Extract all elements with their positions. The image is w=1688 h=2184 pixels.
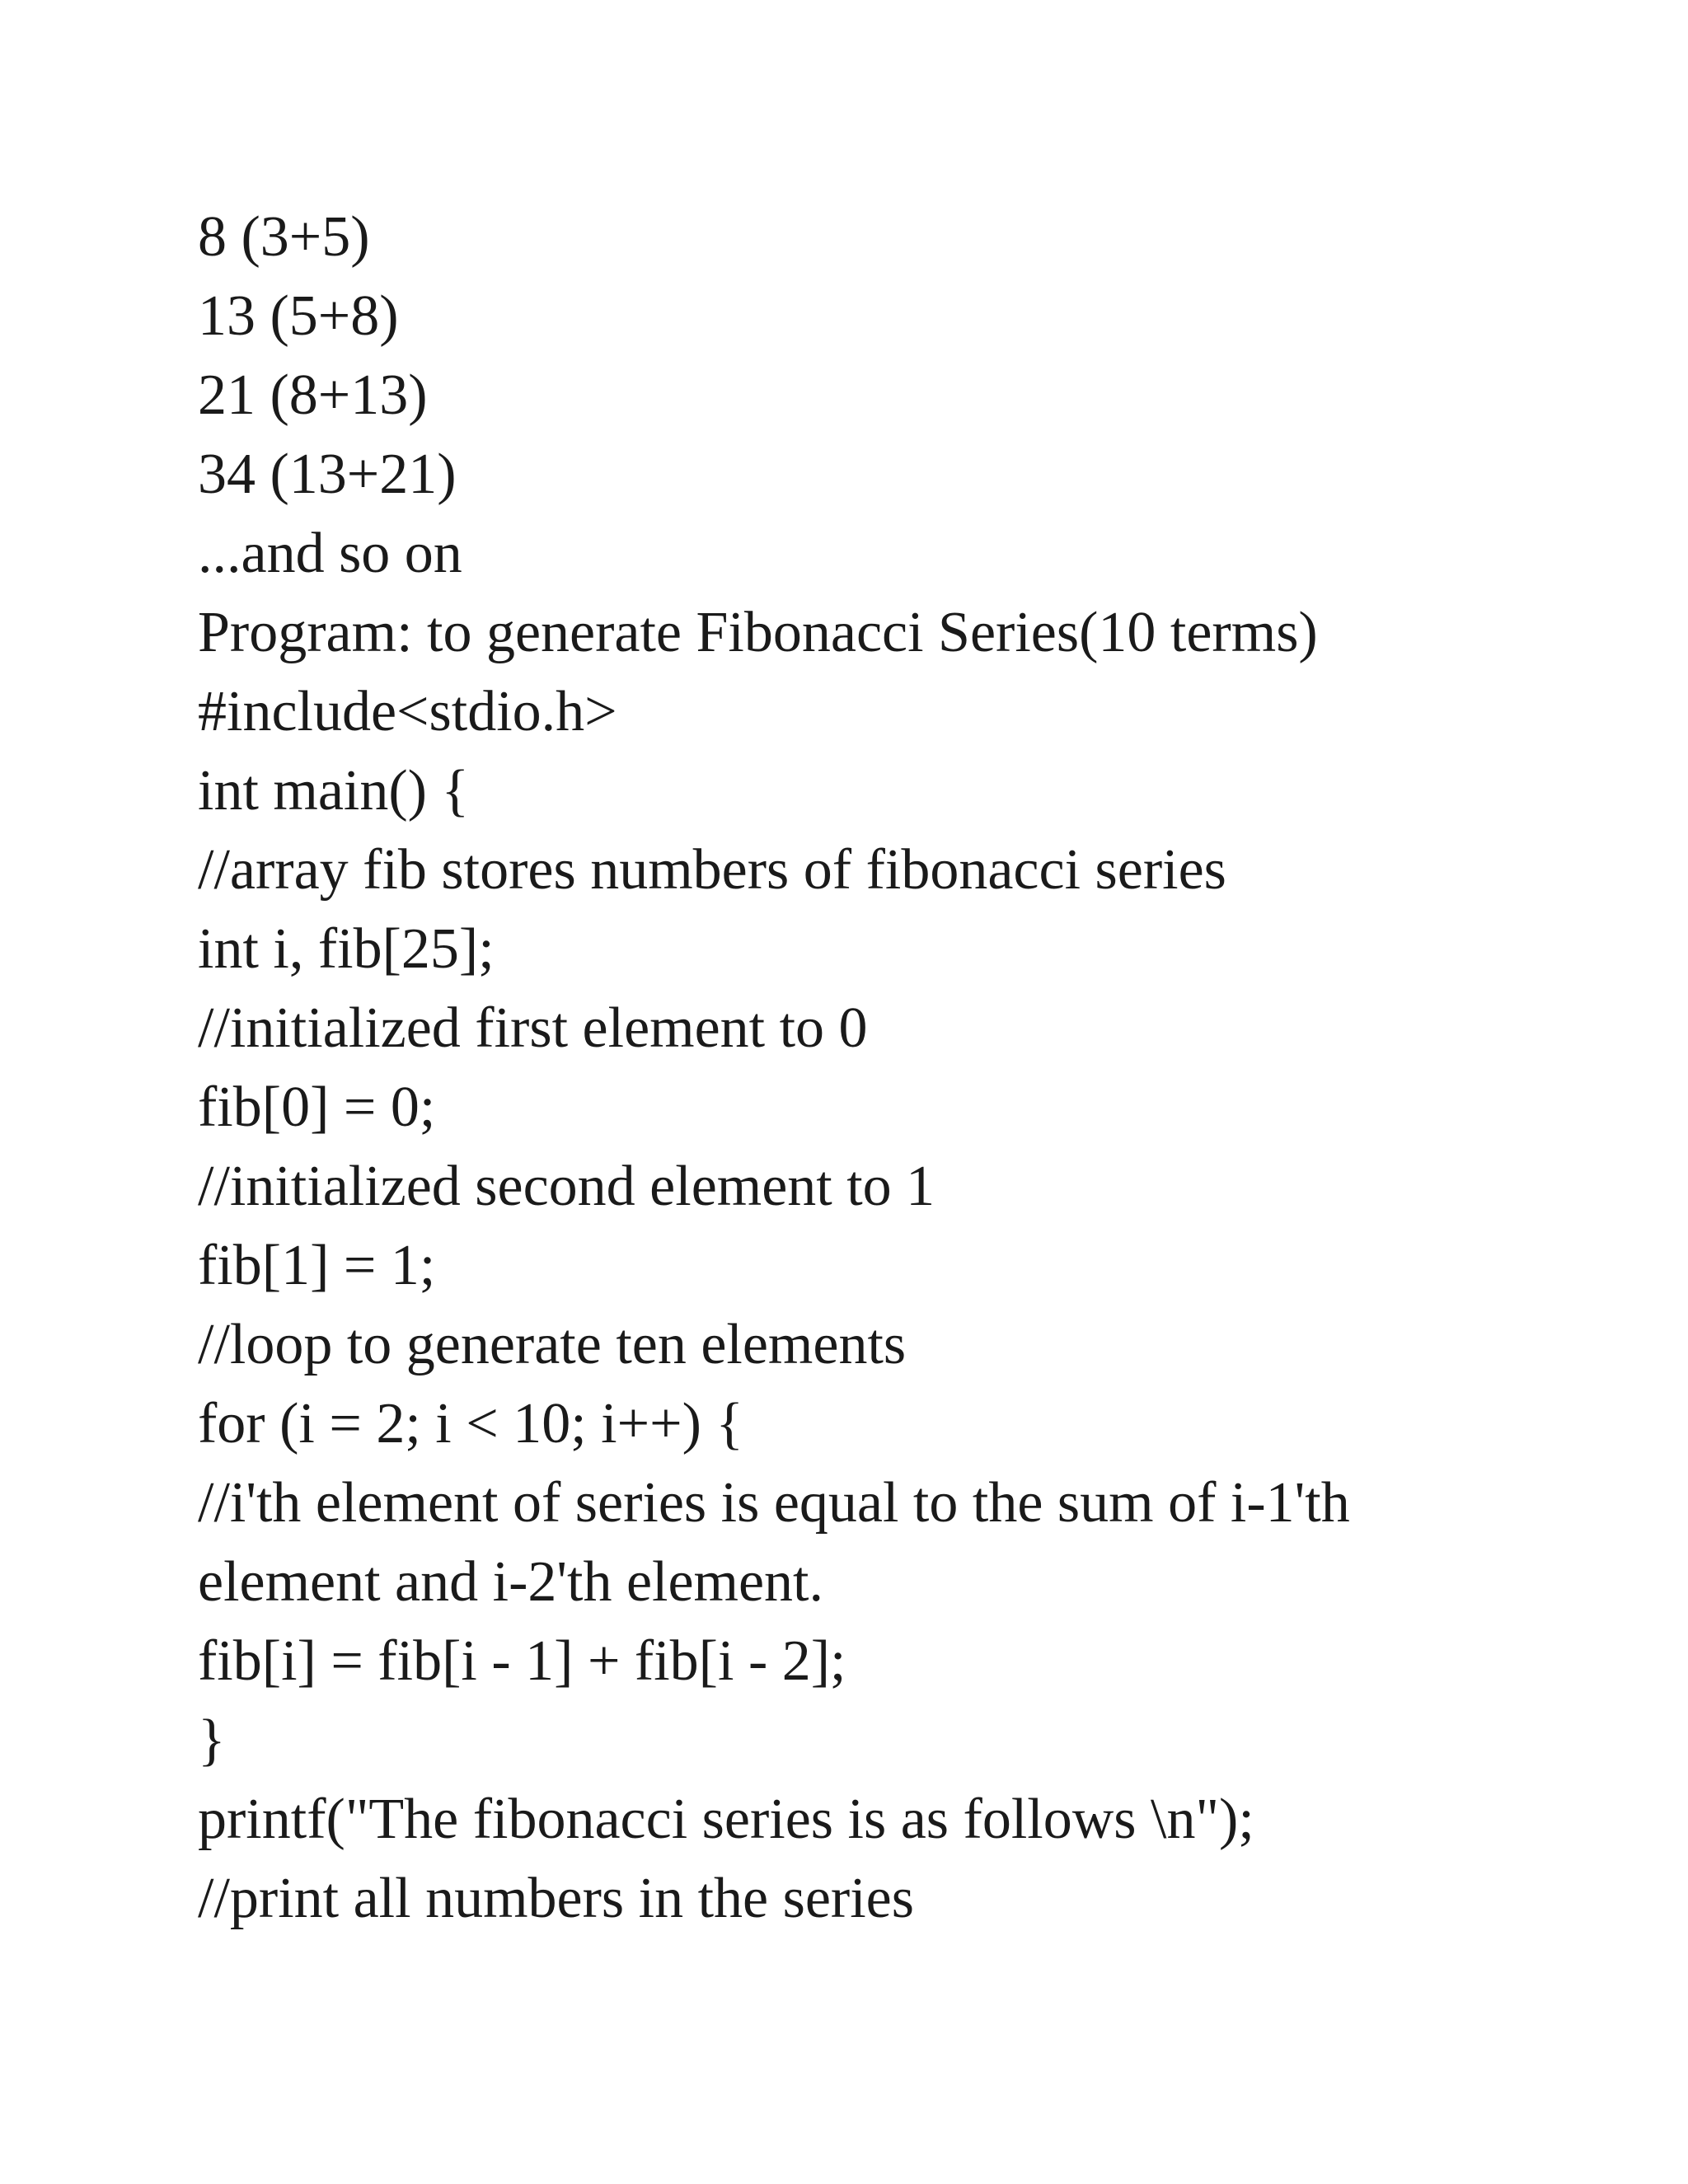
code-comment: //initialized first element to 0 (198, 996, 868, 1060)
code-comment: //print all numbers in the series (198, 1867, 914, 1930)
sequence-line: 8 (3+5) (198, 205, 370, 269)
code-comment: //array fib stores numbers of fibonacci series (198, 838, 1226, 902)
code-line: printf("The fibonacci series is as follows \n"); (198, 1788, 1254, 1851)
code-comment: //initialized second element to 1 (198, 1155, 935, 1218)
program-heading: Program: to generate Fibonacci Series(10 terms) (198, 601, 1318, 664)
sequence-line: 21 (8+13) (198, 363, 428, 427)
code-comment-continued: element and i-2'th element. (198, 1550, 823, 1614)
code-line: fib[i] = fib[i - 1] + fib[i - 2]; (198, 1629, 846, 1693)
sequence-continuation: ...and so on (198, 522, 462, 585)
code-line: } (198, 1708, 226, 1772)
document-body (198, 198, 1533, 1938)
code-line: fib[0] = 0; (198, 1076, 436, 1139)
code-comment: //loop to generate ten elements (198, 1313, 907, 1376)
code-line: for (i = 2; i < 10; i++) { (198, 1392, 743, 1455)
code-comment: //i'th element of series is equal to the sum of i-1'th (198, 1471, 1350, 1535)
code-line: int i, fib[25]; (198, 917, 495, 981)
code-line: int main() { (198, 759, 470, 823)
sequence-line: 13 (5+8) (198, 284, 399, 348)
sequence-line: 34 (13+21) (198, 443, 457, 506)
code-line: #include<stdio.h> (198, 680, 617, 743)
code-line: fib[1] = 1; (198, 1234, 436, 1297)
